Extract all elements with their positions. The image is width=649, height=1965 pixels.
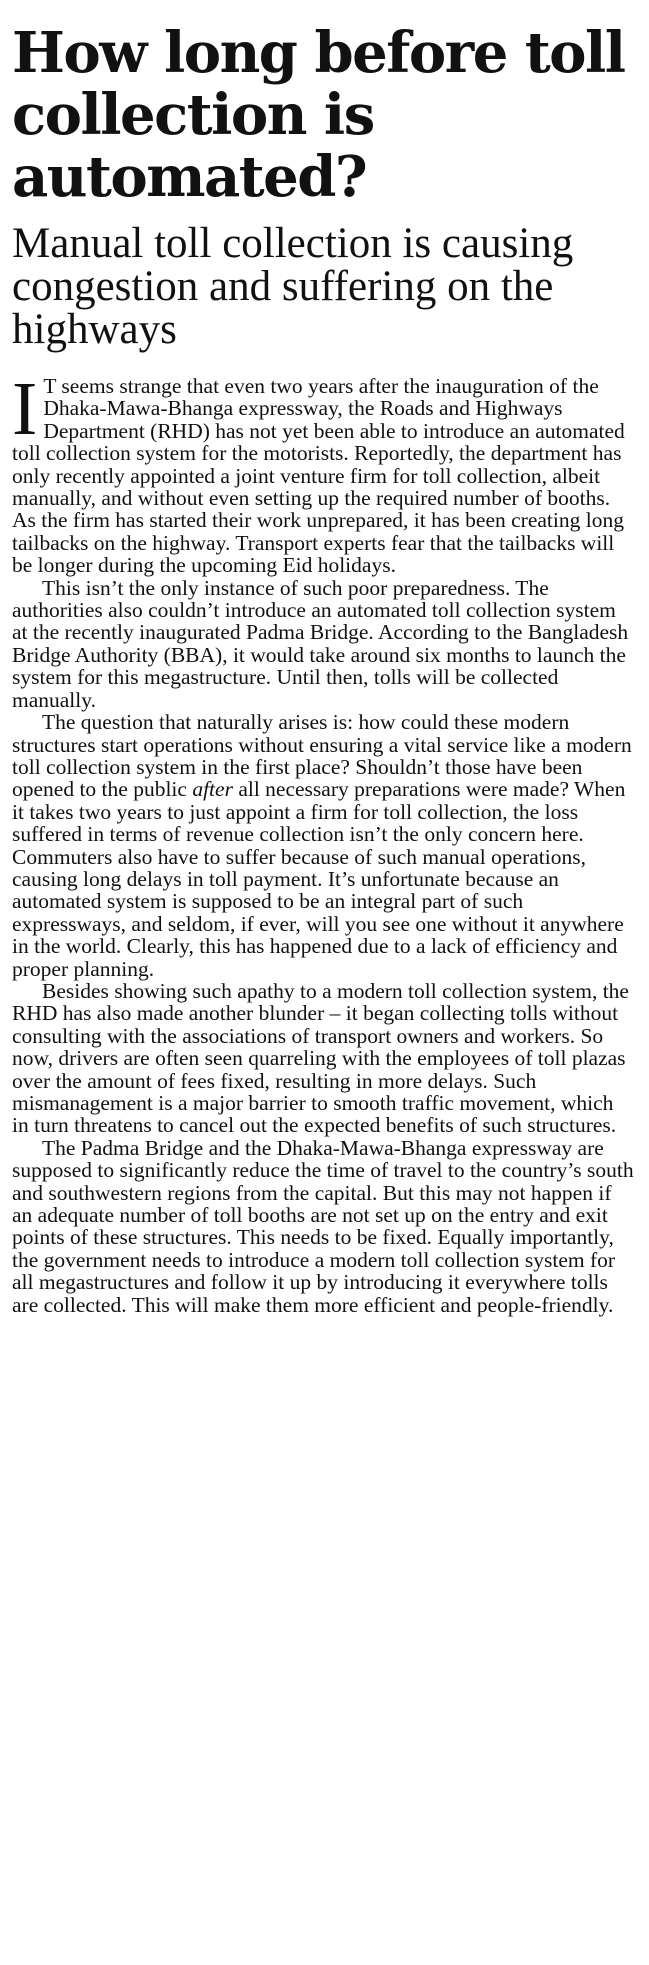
paragraph-5-text: The Padma Bridge and the Dhaka-Mawa-Bhanga expressway are supposed to significantly reduce the time of travel to the country’s south and southwestern regions from the capital. But this may not happen if an adequate number of toll booths are not set up on the entry and exit points of these structures. This needs to be fixed. Equally importantly, the government needs to introduce a modern toll collection system for all megastructures and follow it up by introducing it everywhere tolls are collected. This will make them more efficient and people-friendly. <box>12 1135 634 1317</box>
paragraph-4-text: Besides showing such apathy to a modern toll collection system, the RHD has also made another blunder – it began collecting tolls without consulting with the associations of transport owners and workers. So now, drivers are often seen quarreling with the employees of toll plazas over the amount of fees fixed, resulting in more delays. Such mismanagement is a major barrier to smooth traffic movement, which in turn threatens to cancel out the expected benefits of such structures. <box>12 978 629 1138</box>
article-paragraph-1 <box>12 367 635 578</box>
paragraph-3-text-before: The question that naturally arises is: how could these modern structures start operations without ensuring a vital service like a modern toll collection system in the first place? Shouldn’t those have been opened to the public <box>12 710 632 802</box>
article-headline: How long before toll collection is automated? <box>12 20 625 210</box>
article-paragraph-4 <box>12 980 635 1137</box>
drop-cap: I <box>12 367 38 451</box>
paragraph-2-text: This isn’t the only instance of such poor preparedness. The authorities also couldn’t introduce an automated toll collection system at the recently inaugurated Padma Bridge. According to the Bangladesh Bridge Authority (BBA), it would take around six months to launch the system for this megastructure. Until then, tolls will be collected manually. <box>12 575 629 712</box>
paragraph-1-text: T seems strange that even two years after the inauguration of the Dhaka-Mawa-Bhanga expressway, the Roads and Highways Department (RHD) has not yet been able to introduce an automated toll collection system for the motorists. Reportedly, the department has only recently appointed a joint venture firm for toll collection, albeit manually, and without even setting up the required number of booths. As the firm has started their work unprepared, it has been creating long tailbacks on the highway. Transport experts fear that the tailbacks will be longer during the upcoming Eid holidays. <box>12 374 625 578</box>
article-paragraph-2 <box>12 577 635 711</box>
article-paragraph-3 <box>12 711 635 980</box>
article-body <box>12 367 635 1317</box>
article-subheadline: Manual toll collection is causing congestion and suffering on the highways <box>12 220 574 353</box>
article-paragraph-5 <box>12 1137 635 1316</box>
paragraph-3-emphasis: after <box>192 777 233 802</box>
paragraph-3-text-after: all necessary preparations were made? When it takes two years to just appoint a firm for toll collection, the loss suffered in terms of revenue collection isn’t the only concern here. Commuters also have to suffer because of such manual operations, causing long delays in toll payment. It’s unfortunate because an automated system is supposed to be an integral part of such expressways, and seldom, if ever, will you see one without it anywhere in the world. Clearly, this has happened due to a lack of efficiency and proper planning. <box>12 777 626 981</box>
